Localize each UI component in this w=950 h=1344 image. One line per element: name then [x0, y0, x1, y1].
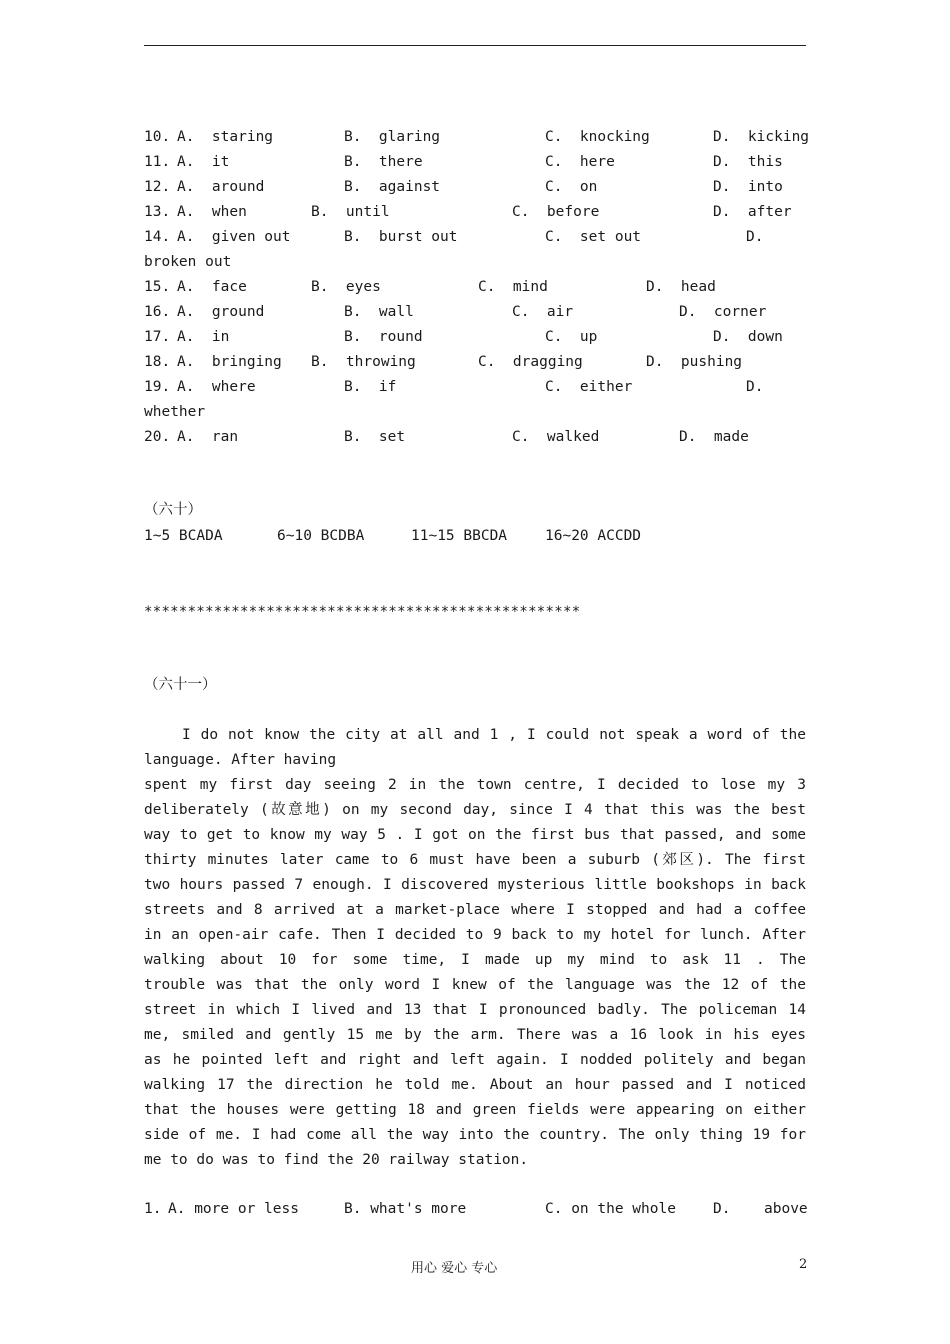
q17-option-a: A. in: [177, 329, 230, 345]
q17-option-c: C. up: [545, 329, 598, 345]
answers-heading: （六十）: [144, 502, 202, 518]
q15-option-c: C. mind: [478, 279, 548, 295]
passage-line: thirty minutes later came to 6 must have been a suburb (郊区). The first: [144, 852, 806, 868]
q19-option-d: D.: [746, 379, 764, 395]
q20-num: 20.: [144, 429, 171, 445]
passage-line: streets and 8 arrived at a market-place where I stopped and had a coffee: [144, 902, 806, 918]
passage-line: side of me. I had come all the way into the country. The only thing 19 for: [144, 1127, 806, 1143]
q12-option-d: D. into: [713, 179, 783, 195]
answer-group-4: 16~20 ACCDD: [545, 528, 642, 544]
passage-line: language. After having: [144, 752, 337, 768]
q10-option-d: D. kicking: [713, 129, 810, 145]
q14-option-c: C. set out: [545, 229, 642, 245]
q16-option-b: B. wall: [344, 304, 414, 320]
passage-line: in an open-air cafe. Then I decided to 9 back to my hotel for lunch. After: [144, 927, 806, 943]
q20-option-b: B. set: [344, 429, 406, 445]
header-rule: [144, 45, 806, 46]
q19-option-d-continued: whether: [144, 404, 206, 420]
q16-option-d: D. corner: [679, 304, 767, 320]
q1-option-d-text: above: [764, 1201, 808, 1217]
q19-option-a: A. where: [177, 379, 256, 395]
q19-option-c: C. either: [545, 379, 633, 395]
q12-option-a: A. around: [177, 179, 265, 195]
q13-num: 13.: [144, 204, 171, 220]
passage-line: I do not know the city at all and 1 , I could not speak a word of the: [182, 727, 806, 743]
q17-num: 17.: [144, 329, 171, 345]
q13-option-d: D. after: [713, 204, 792, 220]
passage-line: walking about 10 for some time, I made up my mind to ask 11 . The: [144, 952, 806, 968]
q11-option-a: A. it: [177, 154, 230, 170]
q18-option-c: C. dragging: [478, 354, 583, 370]
q17-option-d: D. down: [713, 329, 783, 345]
q11-option-d: D. this: [713, 154, 783, 170]
answer-group-3: 11~15 BBCDA: [411, 528, 508, 544]
passage-line: street in which I lived and 13 that I pronounced badly. The policeman 14: [144, 1002, 806, 1018]
passage-line: deliberately (故意地) on my second day, since I 4 that this was the best: [144, 802, 806, 818]
q20-option-d: D. made: [679, 429, 749, 445]
q20-option-c: C. walked: [512, 429, 600, 445]
q10-num: 10.: [144, 129, 171, 145]
q15-option-b: B. eyes: [311, 279, 381, 295]
q1-option-a: A. more or less: [168, 1201, 299, 1217]
q10-option-a: A. staring: [177, 129, 274, 145]
q14-option-a: A. given out: [177, 229, 291, 245]
passage-line: two hours passed 7 enough. I discovered mysterious little bookshops in back: [144, 877, 806, 893]
q15-option-a: A. face: [177, 279, 247, 295]
q15-num: 15.: [144, 279, 171, 295]
q18-option-a: A. bringing: [177, 354, 282, 370]
footer-motto: 用心 爱心 专心: [411, 1261, 498, 1276]
q11-option-c: C. here: [545, 154, 615, 170]
q19-num: 19.: [144, 379, 171, 395]
q1-option-c: C. on the whole: [545, 1201, 676, 1217]
passage-line: me to do was to find the 20 railway station.: [144, 1152, 529, 1168]
q18-option-b: B. throwing: [311, 354, 416, 370]
q13-option-a: A. when: [177, 204, 247, 220]
q16-option-a: A. ground: [177, 304, 265, 320]
q12-num: 12.: [144, 179, 171, 195]
q15-option-d: D. head: [646, 279, 716, 295]
q18-option-d: D. pushing: [646, 354, 743, 370]
q17-option-b: B. round: [344, 329, 423, 345]
passage-line: way to get to know my way 5 . I got on the first bus that passed, and some: [144, 827, 806, 843]
q10-option-b: B. glaring: [344, 129, 441, 145]
q14-option-b: B. burst out: [344, 229, 458, 245]
passage-line: trouble was that the only word I knew of the language was the 12 of the: [144, 977, 806, 993]
q11-option-b: B. there: [344, 154, 423, 170]
q1-option-d: D.: [713, 1201, 731, 1217]
q14-option-d: D.: [746, 229, 764, 245]
passage-line: as he pointed left and right and left again. I nodded politely and began: [144, 1052, 806, 1068]
q20-option-a: A. ran: [177, 429, 239, 445]
q13-option-b: B. until: [311, 204, 390, 220]
passage-line: that the houses were getting 18 and green fields were appearing on either: [144, 1102, 806, 1118]
page-number: 2: [799, 1257, 808, 1272]
q16-num: 16.: [144, 304, 171, 320]
passage-line: spent my first day seeing 2 in the town centre, I decided to lose my 3: [144, 777, 806, 793]
passage-line: me, smiled and gently 15 me by the arm. There was a 16 look in his eyes: [144, 1027, 806, 1043]
q10-option-c: C. knocking: [545, 129, 650, 145]
q16-option-c: C. air: [512, 304, 574, 320]
q18-num: 18.: [144, 354, 171, 370]
section-separator: **************************************************: [144, 604, 581, 620]
q12-option-c: C. on: [545, 179, 598, 195]
q14-option-d-continued: broken out: [144, 254, 232, 270]
q1-num: 1.: [144, 1201, 162, 1217]
q12-option-b: B. against: [344, 179, 441, 195]
answer-group-2: 6~10 BCDBA: [277, 528, 365, 544]
passage-line: walking 17 the direction he told me. About an hour passed and I noticed: [144, 1077, 806, 1093]
answer-group-1: 1~5 BCADA: [144, 528, 223, 544]
passage-heading: （六十一）: [144, 677, 217, 693]
q19-option-b: B. if: [344, 379, 397, 395]
q13-option-c: C. before: [512, 204, 600, 220]
q11-num: 11.: [144, 154, 171, 170]
q14-num: 14.: [144, 229, 171, 245]
q1-option-b: B. what's more: [344, 1201, 467, 1217]
